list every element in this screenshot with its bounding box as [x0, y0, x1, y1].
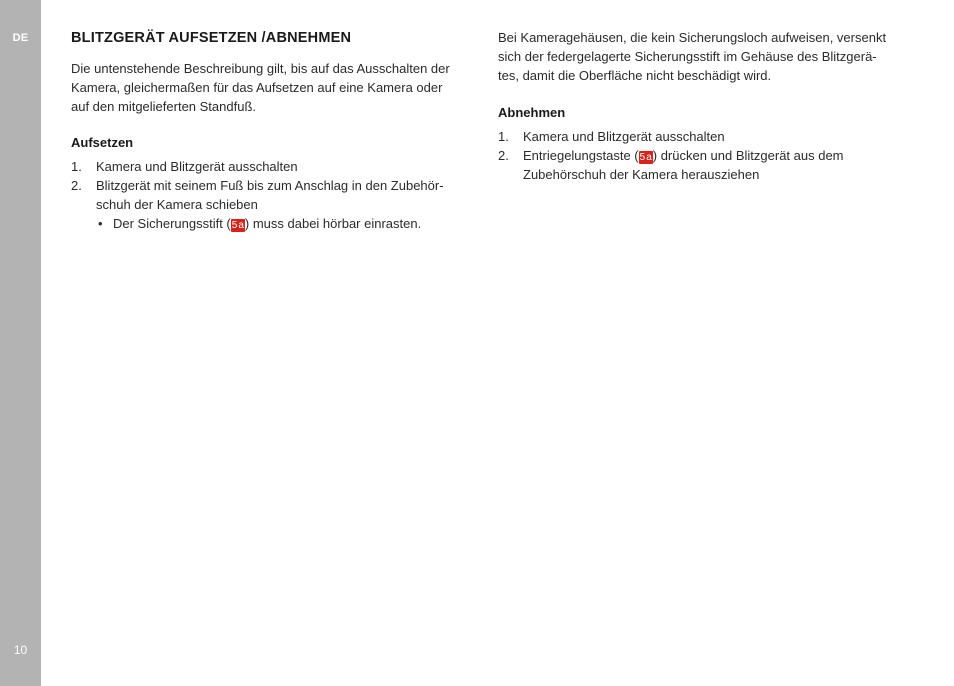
- step-text: Zubehörschuh der Kamera herausziehen: [523, 167, 760, 182]
- bullet-dot: •: [98, 216, 103, 231]
- subheading-aufsetzen: Aufsetzen: [71, 135, 134, 150]
- step-text: schuh der Kamera schieben: [96, 197, 258, 212]
- intro-line: Kamera, gleichermaßen für das Aufsetzen auf eine Kamera oder: [71, 80, 443, 95]
- bullet-text: Der Sicherungsstift (: [113, 216, 231, 231]
- step-text: Kamera und Blitzgerät ausschalten: [96, 159, 298, 174]
- intro-line: Bei Kameragehäusen, die kein Sicherungsloch aufweisen, versenkt: [498, 30, 887, 45]
- reference-number: 5: [639, 152, 646, 163]
- reference-number: 5: [231, 220, 238, 231]
- bullet-text: ) muss dabei hörbar einrasten.: [244, 216, 422, 231]
- section-title: BLITZGERÄT AUFSETZEN /ABNEHMEN: [71, 30, 352, 46]
- reference-letter: a: [238, 220, 244, 231]
- step-text: ) drücken und Blitzgerät aus dem: [652, 148, 844, 163]
- reference-badge: [231, 219, 245, 232]
- list-item: [71, 176, 466, 233]
- subheading-abnehmen: Abnehmen: [498, 105, 566, 120]
- step-text: Blitzgerät mit seinem Fuß bis zum Anschlag in den Zubehör-: [96, 178, 444, 193]
- list-item: [71, 157, 466, 176]
- page-number: 10: [13, 643, 28, 657]
- intro-line: auf den mitgelieferten Standfuß.: [71, 99, 257, 114]
- sub-bullet: [98, 214, 466, 233]
- step-number: 1.: [71, 159, 82, 174]
- intro-line: tes, damit die Oberfläche nicht beschädigt wird.: [498, 68, 772, 83]
- reference-letter: a: [646, 152, 652, 163]
- step-number: 2.: [498, 148, 509, 163]
- intro-paragraph: [71, 59, 466, 116]
- abnehmen-steps: [498, 127, 898, 184]
- list-item: [498, 146, 898, 184]
- intro-line: Die untenstehende Beschreibung gilt, bis auf das Ausschalten der: [71, 61, 450, 76]
- aufsetzen-steps: [71, 157, 466, 233]
- step-text: Kamera und Blitzgerät ausschalten: [523, 129, 725, 144]
- intro-line: sich der federgelagerte Sicherungsstift im Gehäuse des Blitzgerä-: [498, 49, 877, 64]
- left-column: [71, 28, 466, 233]
- step-text: Entriegelungstaste (: [523, 148, 639, 163]
- language-sidebar: [0, 0, 41, 686]
- language-tab: DE: [12, 32, 29, 44]
- reference-badge: [639, 151, 653, 164]
- right-intro-paragraph: [498, 28, 898, 85]
- step-number: 1.: [498, 129, 509, 144]
- right-column: [498, 28, 898, 184]
- list-item: [498, 127, 898, 146]
- step-number: 2.: [71, 178, 82, 193]
